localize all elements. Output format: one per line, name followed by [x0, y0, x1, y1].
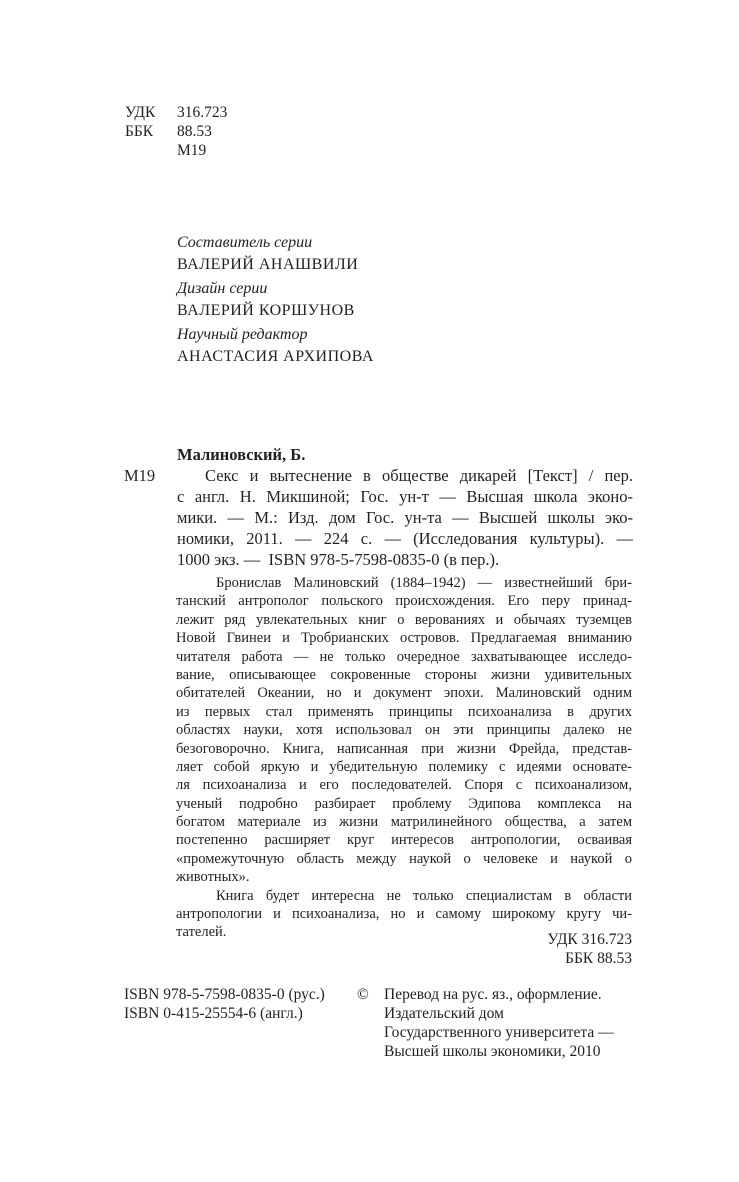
annotation-line: ученый подробно разбирает проблему Эдипова комплекса на: [176, 795, 632, 812]
footer-udk: УДК 316.723: [547, 931, 632, 948]
bib-line: с англ. Н. Микшиной; Гос. ун-т — Высшая школа эконо-: [177, 487, 633, 506]
annotation-line: богатом материале из жизни матрилинейного общества, а затем: [176, 814, 632, 831]
udk-value: 316.723: [177, 104, 228, 121]
annotation-line: Книга будет интересна не только специалистам в области: [216, 887, 632, 904]
copyright-block: [384, 985, 614, 1061]
annotation-line: антропологии и психоанализа, но и самому широкому кругу чи-: [176, 906, 632, 923]
annotation: [176, 574, 632, 942]
credit-role: Научный редактор: [177, 326, 308, 343]
copyright-line: Государственного университета —: [384, 1024, 614, 1041]
copyright-line: Высшей школы экономики, 2010: [384, 1043, 601, 1060]
bbk-label: ББК: [125, 123, 154, 140]
annotation-line: обитателей Океании, но и документ эпохи. Малиновский одним: [176, 685, 632, 702]
udk-label: УДК: [125, 104, 156, 121]
footer-bbk: ББК 88.53: [565, 950, 632, 967]
isbn-rus: ISBN 978-5-7598-0835-0 (рус.): [124, 986, 325, 1003]
credit-name: ВАЛЕРИЙ АНАШВИЛИ: [177, 256, 359, 273]
credit-role: Дизайн серии: [177, 280, 268, 297]
bib-line: Секс и вытеснение в обществе дикарей [Текст] / пер.: [205, 466, 633, 485]
bib-author: Малиновский, Б.: [177, 445, 306, 464]
author-mark: М19: [177, 142, 207, 159]
copyright-line: Издательский дом: [384, 1005, 504, 1022]
annotation-line: животных».: [176, 869, 250, 886]
classification-block: [125, 103, 227, 160]
bbk-value: 88.53: [177, 123, 212, 140]
bbk-row: [125, 122, 227, 141]
bib-line: мики. — М.: Изд. дом Гос. ун-та — Высшей школы эко-: [177, 508, 633, 527]
annotation-line: постепенно расширяет круг интересов антропологии, осваивая: [176, 832, 632, 849]
bib-line: 1000 экз. — ISBN 978-5-7598-0835-0 (в пер.).: [177, 550, 500, 569]
annotation-line: тателей.: [176, 924, 227, 941]
credit-role: Составитель серии: [177, 234, 313, 251]
isbn-eng: ISBN 0-415-25554-6 (англ.): [124, 1005, 303, 1022]
footer-codes: [480, 930, 632, 968]
annotation-line: Новой Гвинеи и Тробрианских островов. Предлагаемая вниманию: [176, 630, 632, 647]
copyright-symbol: ©: [357, 986, 369, 1003]
annotation-line: ляет собой яркую и убедительную полемику с идеями основате-: [176, 758, 632, 775]
annotation-line: читателя работа — не только очередное захватывающее исследо-: [176, 648, 632, 665]
credit-name: АНАСТАСИЯ АРХИПОВА: [177, 348, 374, 365]
isbn-block: [124, 985, 325, 1023]
annotation-line: вание, описывающее сокровенные стороны жизни удивительных: [176, 666, 632, 683]
annotation-line: «промежуточную область между наукой о человеке и наукой о: [176, 850, 632, 867]
bib-line: номики, 2011. — 224 с. — (Исследования культуры). —: [177, 529, 633, 548]
annotation-line: ля психоанализа и его последователей. Споря с психоанализом,: [176, 777, 632, 794]
bibliographic-record: [177, 465, 633, 570]
annotation-line: из первых стал применять принципы психоанализа в других: [176, 703, 632, 720]
annotation-line: Бронислав Малиновский (1884–1942) — известнейший бри-: [216, 575, 632, 591]
annotation-line: лежит ряд увлекательных книг о верованиях и обычаях туземцев: [176, 611, 632, 628]
udk-row: [125, 103, 227, 122]
copyright-line: Перевод на рус. яз., оформление.: [384, 986, 602, 1003]
author-mark-row: [125, 141, 227, 160]
annotation-line: безоговорочно. Книга, написанная при жизни Фрейда, представ-: [176, 740, 632, 757]
annotation-line: областях науки, хотя использовал он эти принципы далеко не: [176, 722, 632, 739]
bib-code: М19: [124, 466, 156, 485]
annotation-line: танский антрополог польского происхождения. Его перу принад-: [176, 593, 632, 610]
credit-name: ВАЛЕРИЙ КОРШУНОВ: [177, 302, 355, 319]
credits-block: [177, 232, 374, 370]
